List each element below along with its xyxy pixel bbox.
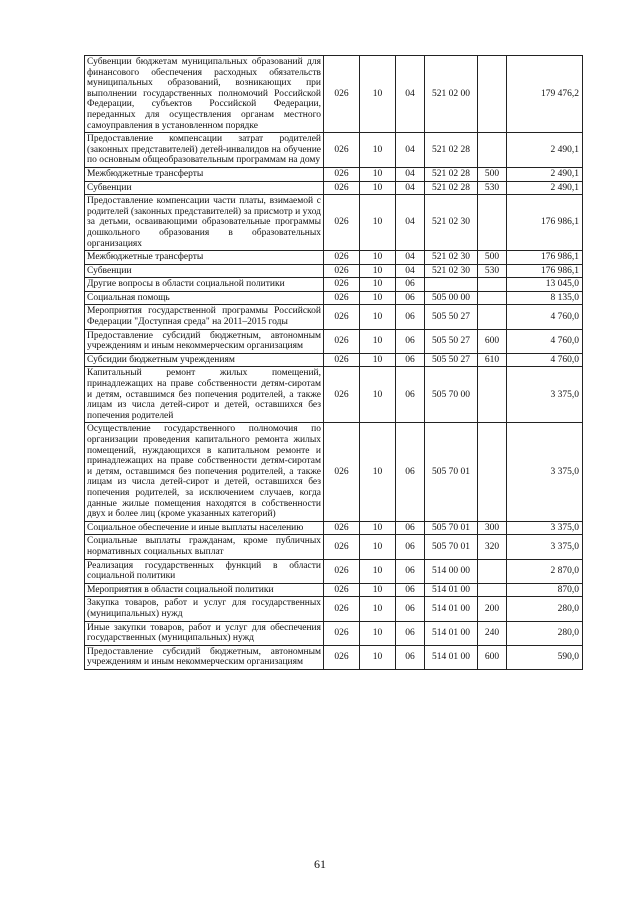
row-expense-type-code: 300	[478, 521, 507, 535]
row-amount: 179 476,2	[507, 56, 583, 133]
row-name: Социальная помощь	[85, 291, 324, 305]
row-section-code: 10	[360, 181, 396, 195]
row-subsection-code: 06	[396, 305, 425, 329]
row-section-code: 10	[360, 535, 396, 559]
row-target-code: 521 02 30	[425, 264, 478, 278]
row-ved-code: 026	[324, 305, 360, 329]
row-target-code: 505 70 01	[425, 423, 478, 521]
row-ved-code: 026	[324, 645, 360, 669]
row-name: Предоставление субсидий бюджетным, автономным учреждениям и иным некоммерческим организациям	[85, 645, 324, 669]
row-ved-code: 026	[324, 167, 360, 181]
row-target-code: 514 01 00	[425, 621, 478, 645]
row-target-code: 505 70 01	[425, 535, 478, 559]
row-ved-code: 026	[324, 559, 360, 583]
row-subsection-code: 04	[396, 56, 425, 133]
row-section-code: 10	[360, 521, 396, 535]
row-name: Другие вопросы в области социальной политики	[85, 278, 324, 292]
row-subsection-code: 04	[396, 264, 425, 278]
row-target-code: 521 02 30	[425, 251, 478, 265]
table-row	[85, 645, 583, 669]
table-row	[85, 621, 583, 645]
row-amount: 4 760,0	[507, 305, 583, 329]
row-ved-code: 026	[324, 195, 360, 251]
row-expense-type-code: 500	[478, 251, 507, 265]
table-row	[85, 329, 583, 353]
row-amount: 280,0	[507, 597, 583, 621]
row-expense-type-code	[478, 278, 507, 292]
row-subsection-code: 06	[396, 597, 425, 621]
row-name: Реализация государственных функций в области социальной политики	[85, 559, 324, 583]
row-name: Иные закупки товаров, работ и услуг для обеспечения государственных (муниципальных) нужд	[85, 621, 324, 645]
row-subsection-code: 04	[396, 195, 425, 251]
row-target-code: 514 01 00	[425, 645, 478, 669]
row-section-code: 10	[360, 291, 396, 305]
row-subsection-code: 06	[396, 645, 425, 669]
row-amount: 3 375,0	[507, 367, 583, 423]
row-expense-type-code: 530	[478, 264, 507, 278]
row-subsection-code: 06	[396, 329, 425, 353]
row-expense-type-code	[478, 305, 507, 329]
row-section-code: 10	[360, 423, 396, 521]
row-expense-type-code: 530	[478, 181, 507, 195]
row-name: Субвенции	[85, 264, 324, 278]
row-amount: 2 490,1	[507, 181, 583, 195]
table-row	[85, 521, 583, 535]
row-target-code: 505 50 27	[425, 329, 478, 353]
row-ved-code: 026	[324, 264, 360, 278]
row-target-code: 505 50 27	[425, 305, 478, 329]
row-amount: 870,0	[507, 583, 583, 597]
row-section-code: 10	[360, 195, 396, 251]
page-number: 61	[314, 857, 326, 871]
row-subsection-code: 06	[396, 559, 425, 583]
row-ved-code: 026	[324, 367, 360, 423]
table-row	[85, 597, 583, 621]
row-subsection-code: 06	[396, 278, 425, 292]
table-row	[85, 251, 583, 265]
row-section-code: 10	[360, 251, 396, 265]
row-name: Межбюджетные трансферты	[85, 167, 324, 181]
row-name: Осуществление государственного полномочия по организации проведения капитального ремонта жилых помещений, нуждающихся в капитальном ремонте и принадлежащих на праве собственности детям-сиротам и детям, оставшимся без попечения родителей, а также лицам из числа детей-сирот и детей, оставшихся без попечения родителей, за исключением случаев, когда данные жилые помещения находятся в собственности двух и более лиц (кроме указанных категорий)	[85, 423, 324, 521]
row-expense-type-code	[478, 195, 507, 251]
row-ved-code: 026	[324, 597, 360, 621]
row-ved-code: 026	[324, 535, 360, 559]
table-row	[85, 278, 583, 292]
row-expense-type-code: 320	[478, 535, 507, 559]
row-name: Социальное обеспечение и иные выплаты населению	[85, 521, 324, 535]
table-row	[85, 353, 583, 367]
row-target-code: 521 02 30	[425, 195, 478, 251]
table-row	[85, 167, 583, 181]
table-row	[85, 367, 583, 423]
row-name: Социальные выплаты гражданам, кроме публичных нормативных социальных выплат	[85, 535, 324, 559]
table-row	[85, 56, 583, 133]
row-expense-type-code	[478, 56, 507, 133]
row-target-code: 514 01 00	[425, 583, 478, 597]
row-subsection-code: 06	[396, 535, 425, 559]
row-section-code: 10	[360, 329, 396, 353]
row-amount: 8 135,0	[507, 291, 583, 305]
row-ved-code: 026	[324, 133, 360, 168]
row-expense-type-code: 600	[478, 329, 507, 353]
row-ved-code: 026	[324, 353, 360, 367]
table-row	[85, 559, 583, 583]
row-target-code: 521 02 28	[425, 167, 478, 181]
row-subsection-code: 06	[396, 353, 425, 367]
row-amount: 4 760,0	[507, 353, 583, 367]
row-name: Предоставление компенсации части платы, взимаемой с родителей (законных представителей) за присмотр и уход за детьми, осваивающими образовательные программы дошкольного образования в образовательных организациях	[85, 195, 324, 251]
row-subsection-code: 06	[396, 583, 425, 597]
row-subsection-code: 06	[396, 521, 425, 535]
row-expense-type-code: 600	[478, 645, 507, 669]
row-name: Капитальный ремонт жилых помещений, принадлежащих на праве собственности детям-сиротам и детям, оставшимся без попечения родителей, а также лицам из числа детей-сирот и детей, оставшихся без попечения родителей	[85, 367, 324, 423]
row-target-code: 505 70 01	[425, 521, 478, 535]
row-name: Закупка товаров, работ и услуг для государственных (муниципальных) нужд	[85, 597, 324, 621]
budget-table	[84, 55, 583, 670]
row-amount: 176 986,1	[507, 264, 583, 278]
row-amount: 2 490,1	[507, 133, 583, 168]
row-subsection-code: 06	[396, 621, 425, 645]
row-subsection-code: 04	[396, 181, 425, 195]
row-ved-code: 026	[324, 181, 360, 195]
row-subsection-code: 06	[396, 291, 425, 305]
row-amount: 2 490,1	[507, 167, 583, 181]
table-row	[85, 133, 583, 168]
table-row	[85, 291, 583, 305]
row-section-code: 10	[360, 305, 396, 329]
row-name: Субвенции бюджетам муниципальных образований для финансового обеспечения расходных обязательств муниципальных образований, возникающих при выполнении государственных полномочий Российской Федерации, субъектов Российской Федерации, переданных для осуществления органам местного самоуправления в установленном порядке	[85, 56, 324, 133]
table-row	[85, 305, 583, 329]
row-target-code	[425, 278, 478, 292]
row-target-code: 514 01 00	[425, 597, 478, 621]
row-expense-type-code	[478, 559, 507, 583]
row-ved-code: 026	[324, 583, 360, 597]
row-name: Предоставление субсидий бюджетным, автономным учреждениям и иным некоммерческим организациям	[85, 329, 324, 353]
row-section-code: 10	[360, 278, 396, 292]
row-amount: 176 986,1	[507, 251, 583, 265]
row-ved-code: 026	[324, 423, 360, 521]
row-expense-type-code: 610	[478, 353, 507, 367]
row-section-code: 10	[360, 559, 396, 583]
row-section-code: 10	[360, 583, 396, 597]
row-ved-code: 026	[324, 251, 360, 265]
row-target-code: 514 00 00	[425, 559, 478, 583]
table-row	[85, 181, 583, 195]
row-expense-type-code: 200	[478, 597, 507, 621]
row-section-code: 10	[360, 167, 396, 181]
row-ved-code: 026	[324, 56, 360, 133]
row-amount: 4 760,0	[507, 329, 583, 353]
row-amount: 590,0	[507, 645, 583, 669]
row-amount: 3 375,0	[507, 521, 583, 535]
table-row	[85, 423, 583, 521]
row-subsection-code: 04	[396, 167, 425, 181]
row-name: Субсидии бюджетным учреждениям	[85, 353, 324, 367]
table-row	[85, 195, 583, 251]
row-section-code: 10	[360, 621, 396, 645]
row-expense-type-code	[478, 367, 507, 423]
row-ved-code: 026	[324, 291, 360, 305]
table-row	[85, 535, 583, 559]
row-amount: 13 045,0	[507, 278, 583, 292]
row-section-code: 10	[360, 56, 396, 133]
row-ved-code: 026	[324, 329, 360, 353]
row-target-code: 505 50 27	[425, 353, 478, 367]
row-section-code: 10	[360, 353, 396, 367]
row-subsection-code: 06	[396, 367, 425, 423]
row-ved-code: 026	[324, 521, 360, 535]
row-expense-type-code	[478, 133, 507, 168]
row-section-code: 10	[360, 367, 396, 423]
row-expense-type-code: 240	[478, 621, 507, 645]
row-target-code: 521 02 00	[425, 56, 478, 133]
row-subsection-code: 06	[396, 423, 425, 521]
row-target-code: 521 02 28	[425, 133, 478, 168]
row-amount: 3 375,0	[507, 535, 583, 559]
row-name: Мероприятия государственной программы Российской Федерации "Доступная среда" на 2011–2015 годы	[85, 305, 324, 329]
row-ved-code: 026	[324, 621, 360, 645]
row-amount: 3 375,0	[507, 423, 583, 521]
row-section-code: 10	[360, 264, 396, 278]
row-subsection-code: 04	[396, 133, 425, 168]
row-section-code: 10	[360, 645, 396, 669]
row-expense-type-code	[478, 291, 507, 305]
row-target-code: 521 02 28	[425, 181, 478, 195]
row-section-code: 10	[360, 133, 396, 168]
budget-table-body	[85, 56, 583, 670]
table-row	[85, 583, 583, 597]
row-ved-code: 026	[324, 278, 360, 292]
row-amount: 280,0	[507, 621, 583, 645]
row-amount: 176 986,1	[507, 195, 583, 251]
row-subsection-code: 04	[396, 251, 425, 265]
row-target-code: 505 70 00	[425, 367, 478, 423]
row-name: Субвенции	[85, 181, 324, 195]
row-name: Мероприятия в области социальной политики	[85, 583, 324, 597]
table-row	[85, 264, 583, 278]
row-amount: 2 870,0	[507, 559, 583, 583]
row-expense-type-code: 500	[478, 167, 507, 181]
row-name: Межбюджетные трансферты	[85, 251, 324, 265]
row-section-code: 10	[360, 597, 396, 621]
row-expense-type-code	[478, 583, 507, 597]
row-target-code: 505 00 00	[425, 291, 478, 305]
row-expense-type-code	[478, 423, 507, 521]
row-name: Предоставление компенсации затрат родителей (законных представителей) детей-инвалидов на обучение по основным общеобразовательным программам на дому	[85, 133, 324, 168]
